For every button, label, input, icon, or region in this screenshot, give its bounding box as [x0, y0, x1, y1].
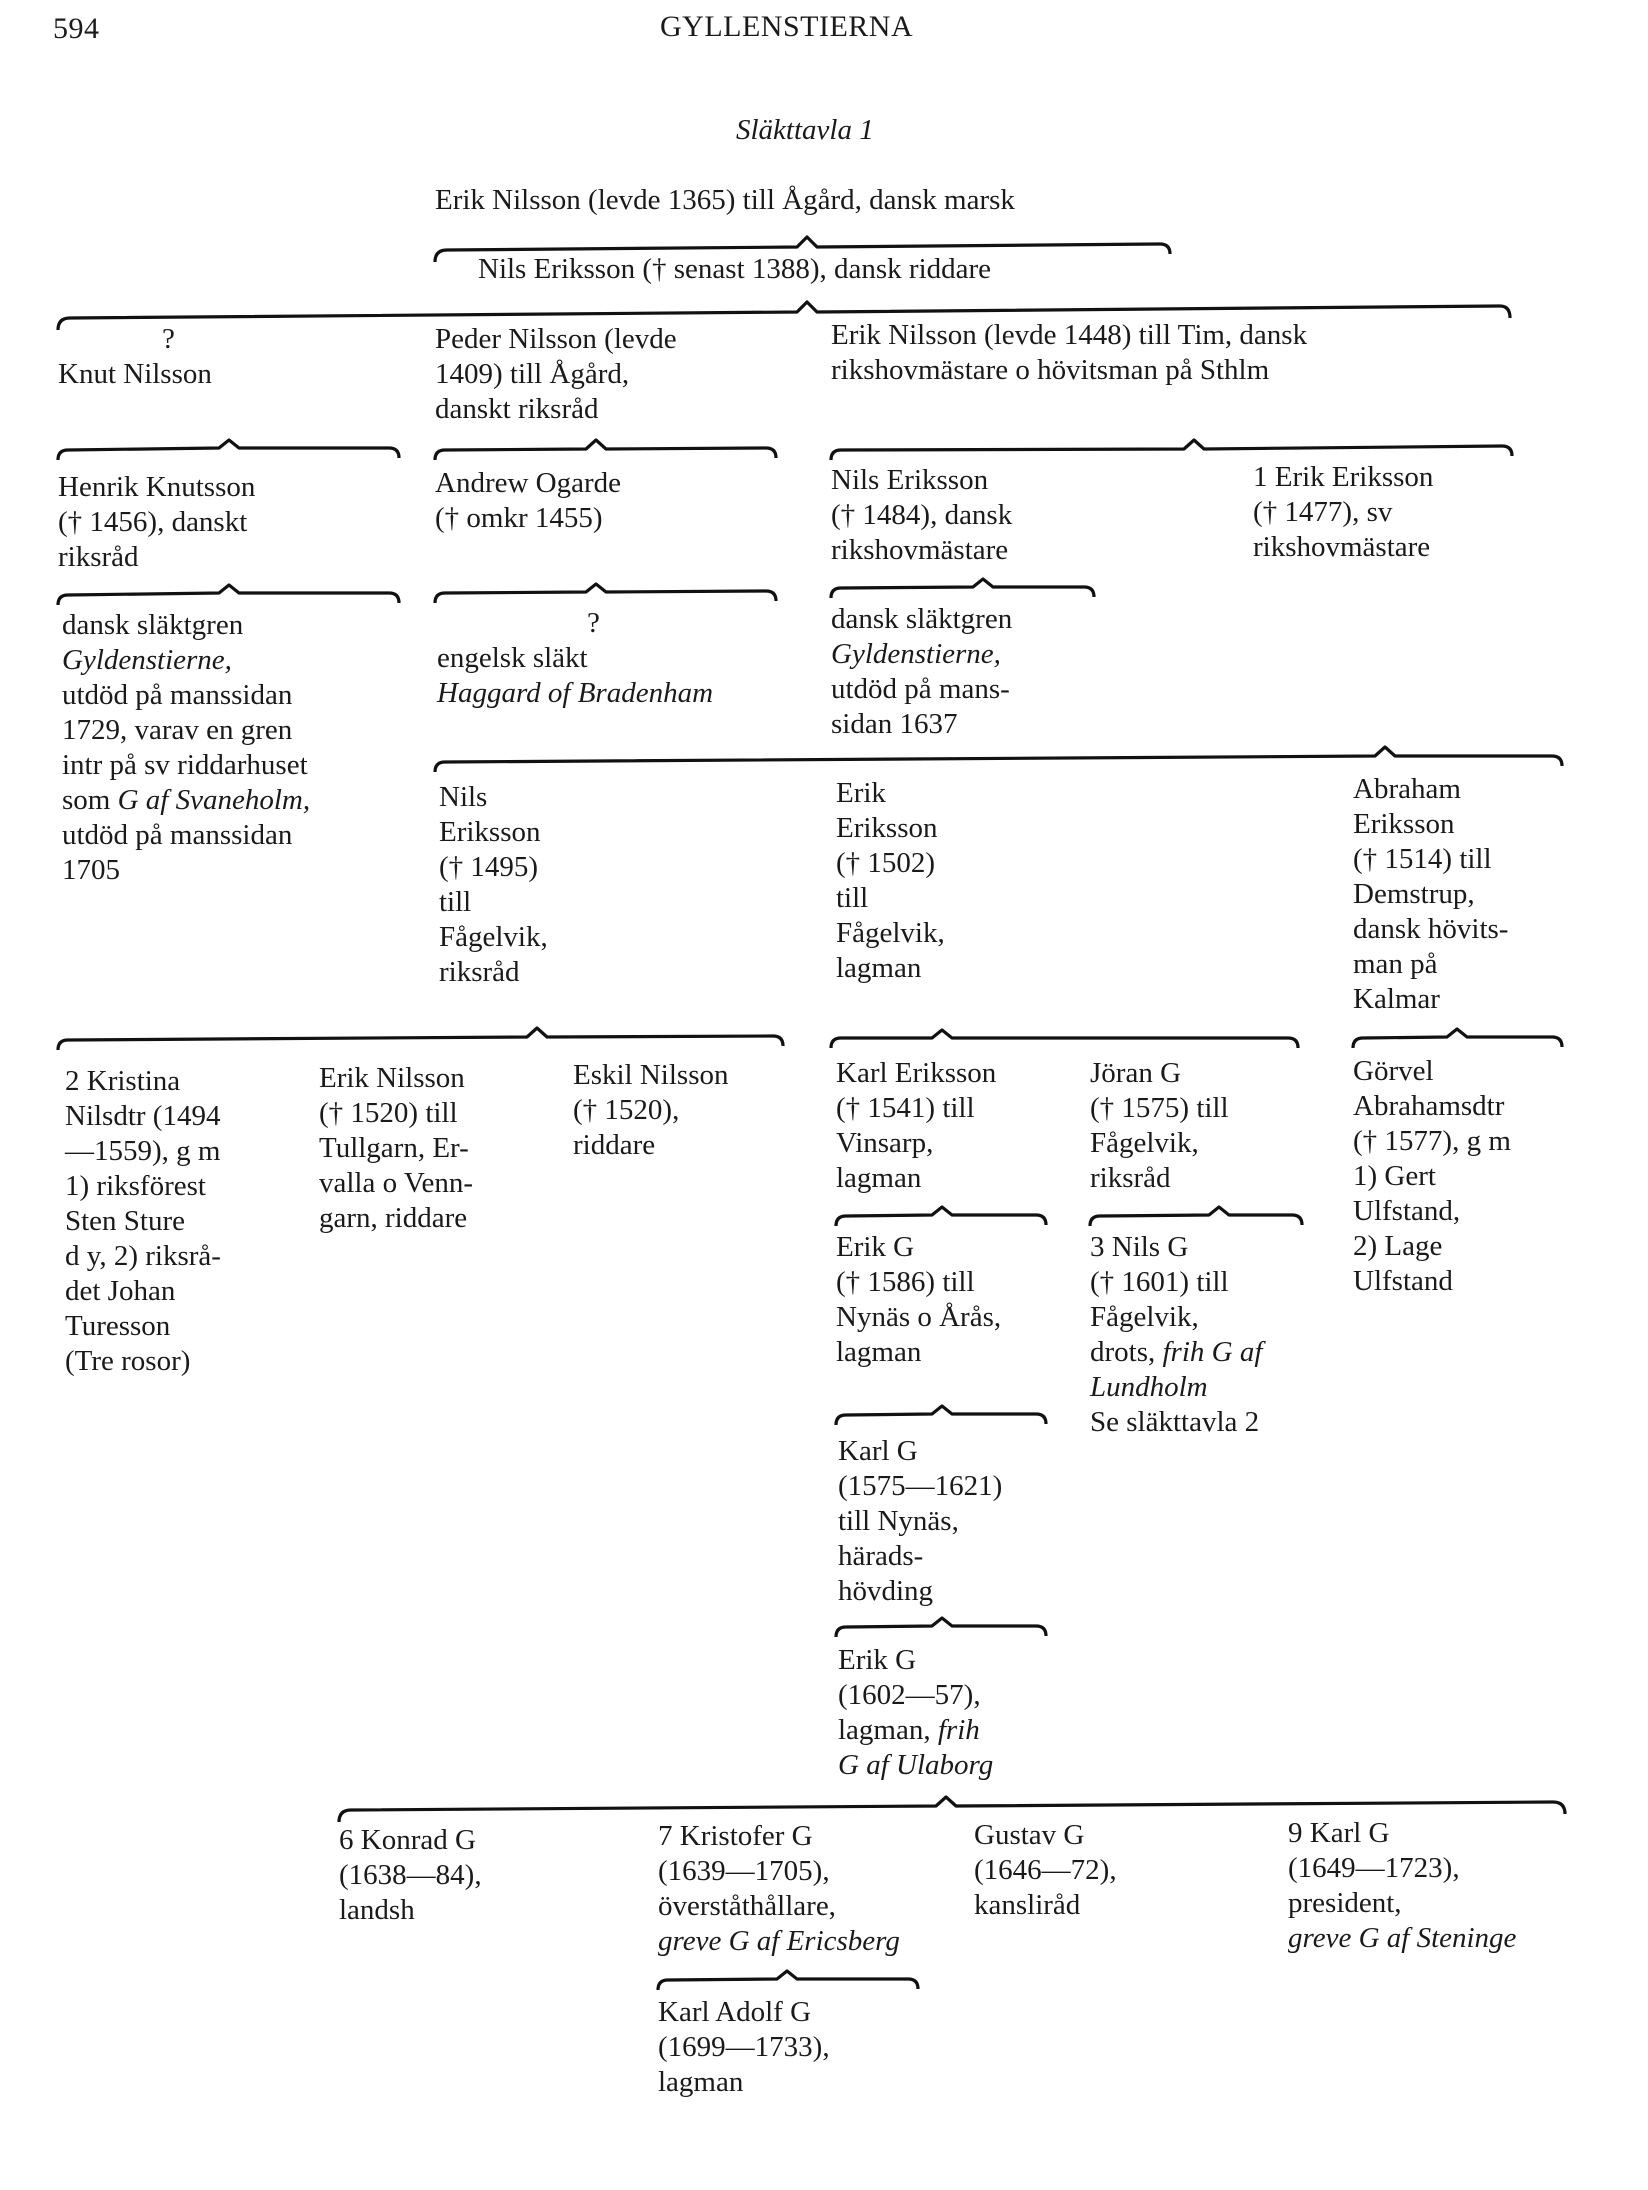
text-line: Tullgarn, Er- — [319, 1132, 469, 1164]
person-kristina-nilsdtr — [65, 1064, 221, 1379]
text-line: Nilsdtr (1494 — [65, 1100, 221, 1132]
text-line: president, — [1288, 1887, 1402, 1919]
brace-erik-1448 — [831, 440, 1512, 460]
text-line: 1705 — [62, 854, 120, 886]
person-erik-nilsson-1365: Erik Nilsson (levde 1365) till Ågård, dansk marsk — [435, 184, 1015, 216]
brace-kristofer — [658, 1971, 918, 1990]
text-line: Erik Nilsson — [319, 1062, 465, 1094]
text-line: (1649—1723), — [1288, 1852, 1460, 1884]
text-line: utdöd på manssidan — [62, 679, 293, 711]
text-line: dansk släktgren — [831, 603, 1013, 635]
text-line: († 1577), g m — [1353, 1125, 1511, 1157]
text-line: landsh — [339, 1894, 415, 1926]
text-line: Kalmar — [1353, 983, 1440, 1015]
text-line: 2) Lage — [1353, 1230, 1443, 1262]
text-line: († 1575) till — [1090, 1092, 1229, 1124]
text-line: Sten Sture — [65, 1205, 186, 1237]
text-line: Eriksson — [439, 816, 541, 848]
name-line: Knut Nilsson — [58, 358, 212, 390]
text-line: Vinsarp, — [836, 1127, 934, 1159]
text-line: rikshovmästare — [831, 534, 1009, 566]
text-line: lagman — [836, 1162, 922, 1194]
person-joran-g — [1090, 1056, 1229, 1196]
text-line: engelsk släkt — [437, 642, 588, 674]
text-line: G af Ulaborg — [838, 1749, 994, 1781]
text-line: Fågelvik, — [1090, 1301, 1199, 1333]
text-line: riksråd — [58, 541, 139, 573]
person-karl-g-1575 — [838, 1434, 1002, 1609]
text-line: Gyldenstierne, — [62, 644, 232, 676]
text-line: Karl G — [838, 1435, 918, 1467]
text-line: d y, 2) riksrå- — [65, 1240, 221, 1272]
text-line: (1638—84), — [339, 1859, 482, 1891]
text-line: Karl Adolf G — [658, 1996, 812, 2028]
text-plain: lagman, — [838, 1714, 938, 1746]
brace-knut — [58, 440, 399, 460]
text-line: lagman — [836, 952, 922, 984]
text-line: till Nynäs, — [838, 1505, 959, 1537]
text-line: 2 Kristina — [65, 1065, 181, 1097]
text-line: Erik — [836, 777, 886, 809]
brace-henrik — [58, 585, 399, 605]
text-line: 7 Kristofer G — [658, 1820, 813, 1852]
text-line: († 1502) — [836, 847, 936, 879]
person-karl-eriksson — [836, 1056, 996, 1196]
text-line: hövding — [838, 1575, 934, 1607]
text-line: dansk hövits- — [1353, 913, 1509, 945]
text-line: Fågelvik, — [836, 917, 945, 949]
text-line: Eriksson — [836, 812, 938, 844]
text-line: (Tre rosor) — [65, 1345, 191, 1377]
text-line: riksråd — [1090, 1162, 1171, 1194]
text-line: intr på sv riddarhuset — [62, 749, 308, 781]
brace-erik-1586 — [836, 1406, 1046, 1425]
text-line: greve G af Ericsberg — [658, 1925, 900, 1957]
text-line: Görvel — [1353, 1055, 1434, 1087]
text-line: riddare — [573, 1129, 656, 1161]
text-line: man på — [1353, 948, 1438, 980]
text-line: Ulfstand, — [1353, 1195, 1461, 1227]
text-line: det Johan — [65, 1275, 176, 1307]
text-line: († 1484), dansk — [831, 499, 1013, 531]
page-number: 594 — [53, 12, 100, 45]
text-line: Ulfstand — [1353, 1265, 1453, 1297]
text-line: (1602—57), — [838, 1679, 981, 1711]
text-line: 1) riksförest — [65, 1170, 206, 1202]
uncertain-mark: ? — [162, 323, 175, 355]
text-line — [838, 1713, 993, 1748]
brace-peder — [435, 440, 776, 460]
uncertain-mark: ? — [587, 607, 600, 639]
text-line: Henrik Knutsson — [58, 471, 256, 503]
person-nils-eriksson-1388: Nils Eriksson († senast 1388), dansk riddare — [478, 253, 992, 285]
text-line: härads- — [838, 1540, 924, 1572]
brace-andrew — [435, 584, 776, 603]
text-line: lagman — [836, 1336, 922, 1368]
text-line: lagman — [658, 2066, 744, 2098]
text-line: († 1456), danskt — [58, 506, 248, 538]
text-line — [1090, 1335, 1262, 1370]
text-line: —1559), g m — [65, 1135, 221, 1167]
branch-engelsk-slakt — [437, 606, 713, 711]
text-line: Haggard of Bradenham — [437, 677, 714, 709]
text-line: Peder Nilsson (levde — [435, 323, 677, 355]
text-line: Demstrup, — [1353, 878, 1475, 910]
text-line: 1 Erik Eriksson — [1253, 461, 1434, 493]
text-line: 9 Karl G — [1288, 1817, 1390, 1849]
text-line: till — [836, 882, 869, 914]
text-plain: drots, — [1090, 1336, 1163, 1368]
text-italic: G af Svaneholm, — [117, 784, 311, 816]
text-line: 3 Nils G — [1090, 1231, 1189, 1263]
text-line: Nils — [439, 781, 488, 813]
brace-joran — [1090, 1207, 1302, 1226]
text-line: (1639—1705), — [658, 1855, 830, 1887]
person-erik-eriksson-1477 — [1253, 460, 1433, 565]
person-kristofer-g — [658, 1819, 900, 1959]
text-line: valla o Venn- — [319, 1167, 474, 1199]
text-line: († 1601) till — [1090, 1266, 1229, 1298]
person-peder-nilsson — [435, 322, 677, 427]
person-erik-nilsson-1520 — [319, 1061, 473, 1236]
person-konrad-g — [339, 1823, 482, 1928]
text-line: 1) Gert — [1353, 1160, 1436, 1192]
text-line: 1729, varav en gren — [62, 714, 293, 746]
text-line: († 1514) till — [1353, 843, 1492, 875]
text-line: († 1586) till — [836, 1266, 975, 1298]
text-line: Karl Eriksson — [836, 1057, 997, 1089]
brace-karl-1575 — [836, 1618, 1046, 1637]
text-line: sidan 1637 — [831, 708, 958, 740]
text-line: (1646—72), — [974, 1854, 1117, 1886]
branch-dansk-slaktgren-1637 — [831, 602, 1012, 742]
text-line: rikshovmästare — [1253, 531, 1431, 563]
text-line: kansliråd — [974, 1889, 1081, 1921]
text-line: (1575—1621) — [838, 1470, 1003, 1502]
text-line: garn, riddare — [319, 1202, 468, 1234]
text-line: († 1520), — [573, 1094, 680, 1126]
text-line — [62, 783, 310, 818]
text-line: Fågelvik, — [1090, 1127, 1199, 1159]
text-line: Erik G — [836, 1231, 915, 1263]
text-line: Gyldenstierne, — [831, 638, 1001, 670]
text-line: utdöd på manssidan — [62, 819, 293, 851]
person-eskil-nilsson — [573, 1058, 729, 1163]
text-line: Gustav G — [974, 1819, 1085, 1851]
brace-abraham — [1353, 1029, 1562, 1048]
text-line: överståthållare, — [658, 1890, 836, 1922]
text-line: Andrew Ogarde — [435, 467, 622, 499]
brace-gen6 — [435, 747, 1562, 772]
text-line: († 1520) till — [319, 1097, 458, 1129]
text-line: till — [439, 886, 472, 918]
person-knut-nilsson — [58, 322, 212, 392]
text-line: († 1541) till — [836, 1092, 975, 1124]
text-line: († omkr 1455) — [435, 502, 603, 534]
text-line: utdöd på mans- — [831, 673, 1010, 705]
text-line: († 1495) — [439, 851, 539, 883]
person-gustav-g — [974, 1818, 1117, 1923]
person-andrew-ogarde — [435, 466, 621, 536]
text-line: Abraham — [1353, 773, 1461, 805]
person-abraham-eriksson — [1353, 772, 1508, 1017]
person-nils-eriksson-1495 — [439, 780, 548, 990]
person-henrik-knutsson — [58, 470, 255, 575]
text-line: dansk släktgren — [62, 609, 244, 641]
text-line: 1409) till Ågård, — [435, 358, 630, 390]
person-karl-g-1649 — [1288, 1816, 1516, 1956]
text-line: 6 Konrad G — [339, 1824, 476, 1856]
text-line: Eriksson — [1353, 808, 1455, 840]
person-nils-g-1601 — [1090, 1230, 1262, 1440]
text-line: Lundholm — [1090, 1371, 1208, 1403]
text-italic: frih G af — [1162, 1336, 1263, 1368]
text-line: Nynäs o Årås, — [836, 1301, 1002, 1333]
person-erik-g-1586 — [836, 1230, 1001, 1370]
text-line: rikshovmästare o hövitsman på Sthlm — [831, 354, 1270, 386]
text-line: († 1477), sv — [1253, 496, 1393, 528]
text-line: Erik G — [838, 1644, 917, 1676]
text-line: Turesson — [65, 1310, 171, 1342]
brace-erik-1502 — [831, 1030, 1298, 1048]
text-line: Fågelvik, — [439, 921, 548, 953]
branch-dansk-slaktgren-1729 — [62, 608, 310, 888]
text-line: riksråd — [439, 956, 520, 988]
text-line: Abrahamsdtr — [1353, 1090, 1505, 1122]
brace-karl-eriksson — [836, 1207, 1046, 1226]
text-line: danskt riksråd — [435, 393, 599, 425]
person-erik-nilsson-1448 — [831, 318, 1307, 388]
running-title: GYLLENSTIERNA — [660, 10, 914, 43]
text-plain: som — [62, 784, 118, 816]
person-nils-eriksson-1484 — [831, 463, 1012, 568]
brace-nils-1484 — [831, 579, 1094, 598]
person-erik-g-1602 — [838, 1643, 993, 1783]
text-line: greve G af Steninge — [1288, 1922, 1517, 1954]
person-erik-eriksson-1502 — [836, 776, 945, 986]
text-line: Nils Eriksson — [831, 464, 989, 496]
text-italic: frih — [937, 1714, 980, 1746]
text-line: Jöran G — [1090, 1057, 1182, 1089]
brace-nils-1495 — [58, 1028, 783, 1050]
cross-reference: Se släkttavla 2 — [1090, 1406, 1260, 1438]
text-line: (1699—1733), — [658, 2031, 830, 2063]
text-line: Erik Nilsson (levde 1448) till Tim, dansk — [831, 319, 1308, 351]
person-karl-adolf-g — [658, 1995, 830, 2100]
text-line: Eskil Nilsson — [573, 1059, 729, 1091]
person-gorvel-abrahamsdtr — [1353, 1054, 1511, 1299]
table-title: Släkttavla 1 — [736, 114, 874, 146]
